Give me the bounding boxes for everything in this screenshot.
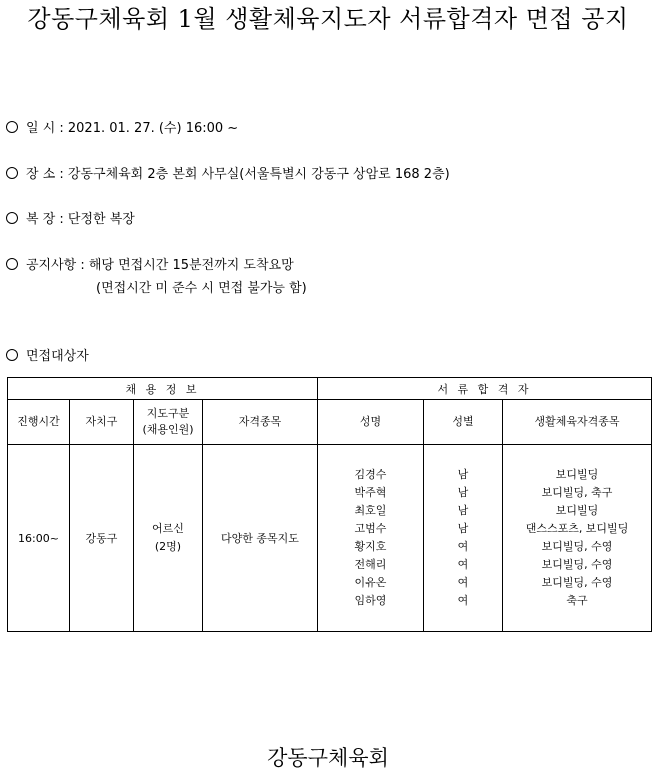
candidate-sport: 보디빌딩, 수영: [541, 558, 613, 571]
col-category: [134, 400, 203, 445]
circle-bullet-icon: [6, 349, 18, 361]
passed-candidates-header: 서 류 합 격 자: [318, 378, 652, 400]
candidate-name: 김경수: [354, 468, 387, 481]
candidate-sport: 보디빌딩, 수영: [541, 540, 613, 553]
date-item: [6, 120, 238, 137]
category-cell: [134, 445, 203, 632]
page-title: 강동구체육회 1월 생활체육지도자 서류합격자 면접 공지: [27, 5, 629, 33]
candidate-sport: 축구: [566, 594, 588, 607]
candidate-name: 박주혁: [354, 486, 387, 499]
place-text: 장 소 : 강동구체육회 2층 본회 사무실(서울특별시 강동구 상암로 168 2층): [26, 167, 450, 182]
notice-text: 공지사항 : 해당 면접시간 15분전까지 도착요망: [26, 258, 294, 273]
candidate-sport: 댄스스포츠, 보디빌딩: [525, 522, 629, 535]
candidate-name: 임하영: [354, 594, 387, 607]
date-text: 일 시 : 2021. 01. 27. (수) 16:00 ~: [26, 121, 239, 136]
place-item: [6, 166, 450, 183]
circle-bullet-icon: [6, 121, 18, 133]
notice-item: [6, 257, 294, 274]
candidate-gender: 여: [457, 558, 469, 571]
notice-sub-text: (면접시간 미 준수 시 면접 불가능 함): [96, 281, 307, 296]
time-cell: 16:00~: [8, 445, 70, 632]
candidate-name: 황지호: [354, 540, 387, 553]
target-text: 면접대상자: [26, 349, 89, 364]
gender-cell: [424, 445, 503, 632]
candidate-gender: 남: [457, 522, 469, 535]
candidate-sport: 보디빌딩, 수영: [541, 576, 613, 589]
table-row: [8, 445, 652, 632]
candidate-sport: 보디빌딩: [555, 468, 599, 481]
col-sport: 생활체육자격종목: [503, 400, 652, 445]
candidate-name: 이유온: [354, 576, 387, 589]
col-qualification: 자격종목: [203, 400, 318, 445]
circle-bullet-icon: [6, 258, 18, 270]
col-gender: 성별: [424, 400, 503, 445]
headcount-value: (2명): [154, 540, 182, 553]
col-district: 자치구: [70, 400, 134, 445]
circle-bullet-icon: [6, 167, 18, 179]
circle-bullet-icon: [6, 212, 18, 224]
candidate-gender: 여: [457, 576, 469, 589]
sport-cell: [503, 445, 652, 632]
candidate-gender: 남: [457, 504, 469, 517]
candidate-gender: 남: [457, 468, 469, 481]
category-value: 어르신: [152, 522, 184, 535]
col-name: 성명: [318, 400, 424, 445]
candidate-name: 전해리: [354, 558, 387, 571]
col-time: 진행시간: [8, 400, 70, 445]
candidate-gender: 여: [457, 540, 469, 553]
candidate-name: 고범수: [354, 522, 387, 535]
candidate-gender: 여: [457, 594, 469, 607]
attire-item: [6, 211, 135, 228]
recruit-info-header: 채 용 정 보: [8, 378, 318, 400]
attire-text: 복 장 : 단정한 복장: [26, 212, 135, 227]
col-category-label: 지도구분: [146, 407, 190, 420]
candidate-table: [7, 377, 652, 632]
qualification-cell: 다양한 종목지도: [203, 445, 318, 632]
candidate-sport: 보디빌딩: [555, 504, 599, 517]
candidate-name: 최호일: [354, 504, 387, 517]
footer-organization: 강동구체육회: [267, 746, 389, 770]
name-cell: [318, 445, 424, 632]
district-cell: 강동구: [70, 445, 134, 632]
target-item: [6, 348, 89, 365]
candidate-sport: 보디빌딩, 축구: [541, 486, 613, 499]
candidate-gender: 남: [457, 486, 469, 499]
col-headcount-label: (채용인원): [142, 423, 194, 436]
